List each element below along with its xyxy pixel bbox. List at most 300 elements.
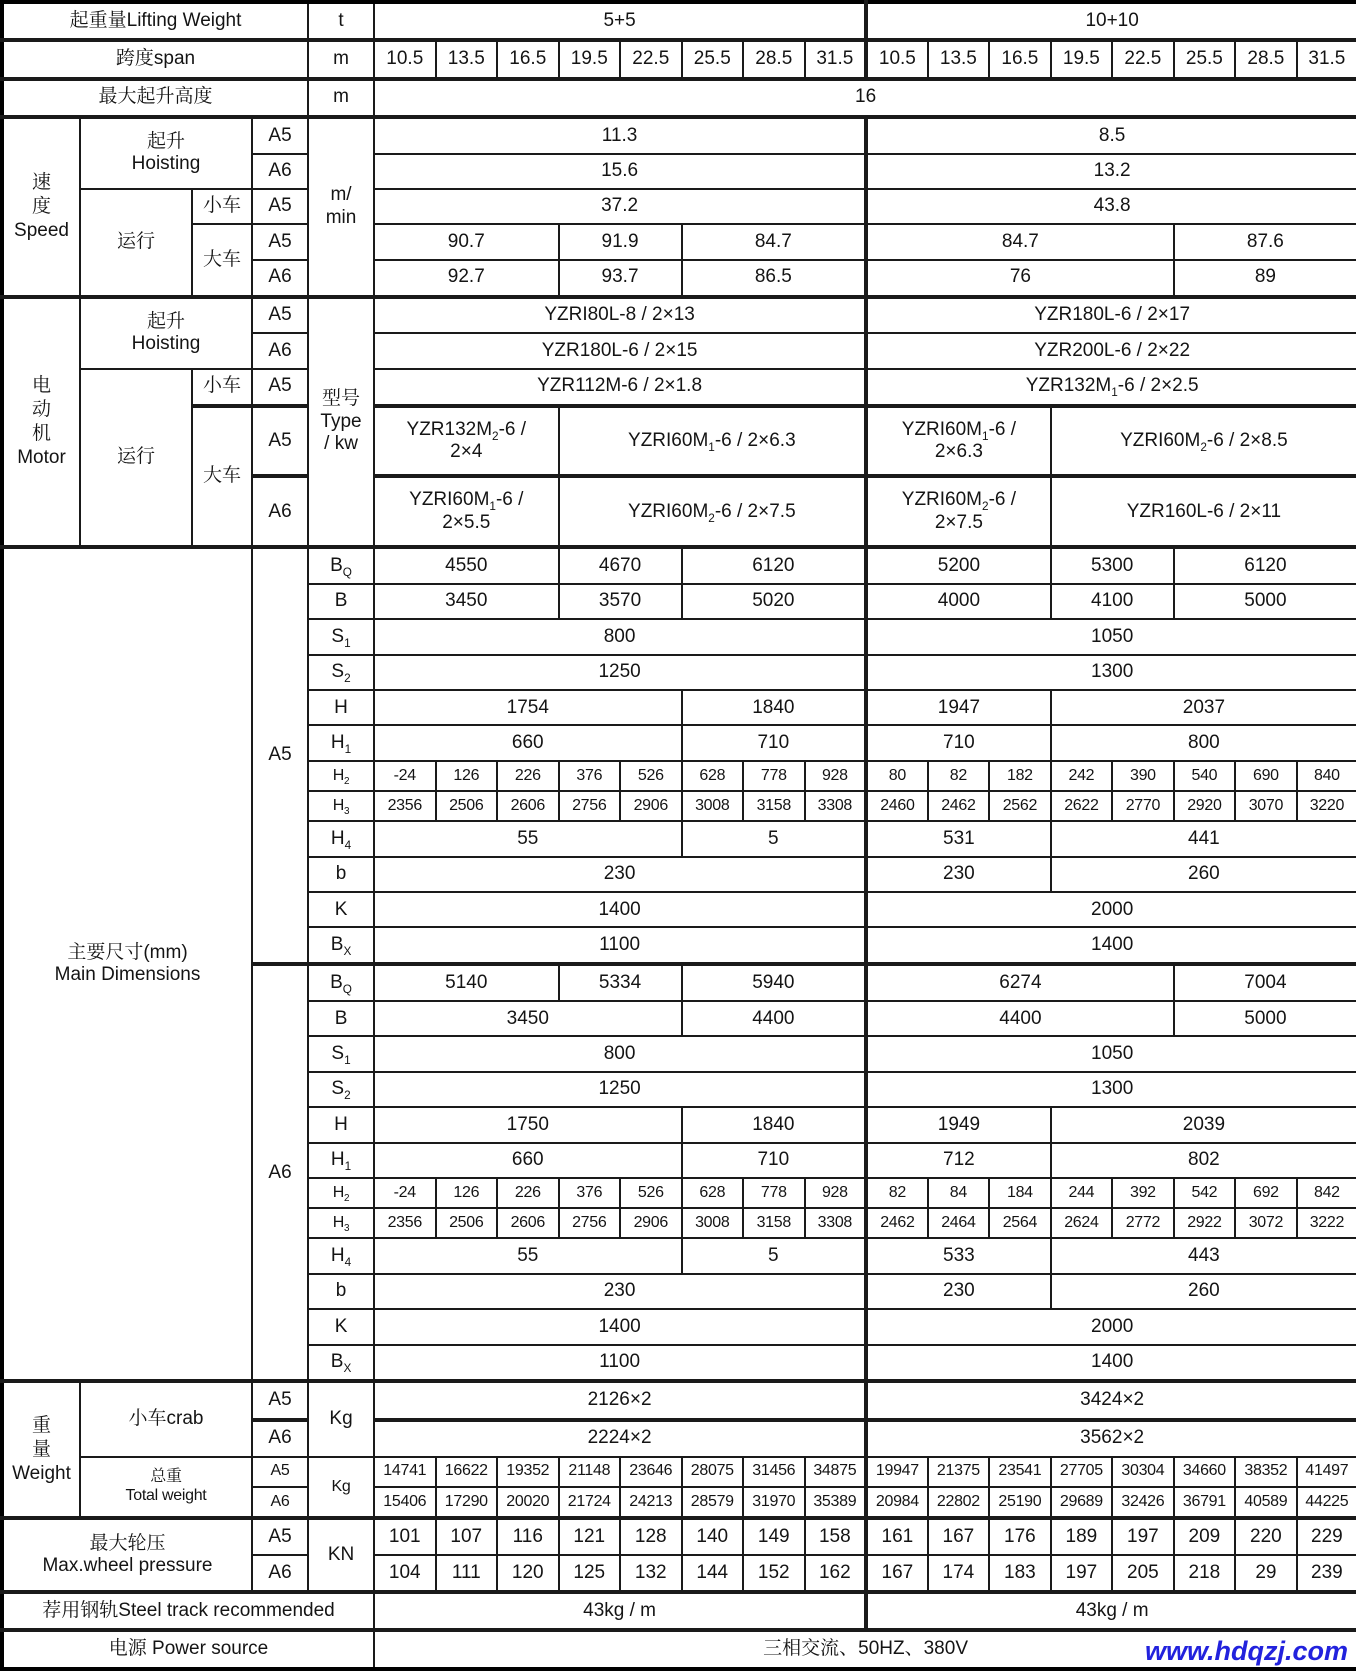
value-cell: 84 (928, 1178, 990, 1208)
dim-name: b (308, 1274, 374, 1309)
value-cell: 90.7 (374, 224, 559, 259)
motor-section-label: 电 动 机 Motor (2, 297, 80, 548)
value-cell: 1840 (682, 690, 867, 725)
value-cell: 19.5 (559, 40, 621, 78)
value-cell: 5 (682, 821, 867, 856)
value-cell: 22.5 (620, 40, 682, 78)
value-cell: 176 (989, 1518, 1051, 1555)
value-cell: 5300 (1051, 547, 1174, 584)
value-cell: 2506 (436, 1208, 498, 1238)
value-cell: 76 (866, 260, 1174, 297)
capacity-10-10: 10+10 (866, 2, 1356, 40)
value-cell: 205 (1112, 1555, 1174, 1592)
value-cell: 84.7 (682, 224, 867, 259)
value-cell: -24 (374, 761, 436, 791)
value-cell: 144 (682, 1555, 744, 1592)
value-cell: 1050 (866, 1036, 1356, 1071)
max-lifting-height-label: 最大起升高度 (2, 79, 308, 117)
value-cell: 13.5 (928, 40, 990, 78)
value-cell: 24213 (620, 1487, 682, 1519)
value-cell: 226 (497, 761, 559, 791)
trolley-label: 小车 (192, 369, 252, 406)
value-cell: 30304 (1112, 1457, 1174, 1487)
value-cell: 628 (682, 761, 744, 791)
value-cell: 13.5 (436, 40, 498, 78)
value-cell: 189 (1051, 1518, 1113, 1555)
value-cell: 89 (1174, 260, 1356, 297)
value-cell: YZR112M-6 / 2×1.8 (374, 369, 866, 406)
value-cell: 778 (743, 1178, 805, 1208)
value-cell: 19947 (866, 1457, 928, 1487)
value-cell: 928 (805, 1178, 867, 1208)
value-cell: 43kg / m (374, 1592, 866, 1630)
unit-cell: m/ min (308, 117, 374, 297)
value-cell: 526 (620, 1178, 682, 1208)
dim-name: K (308, 892, 374, 927)
value-cell: 660 (374, 725, 682, 760)
dim-name: $H_4$ (308, 1238, 374, 1273)
max-wheel-pressure-label: 最大轮压 Max.wheel pressure (2, 1518, 252, 1592)
value-cell: 3222 (1297, 1208, 1356, 1238)
value-cell: 3158 (743, 791, 805, 821)
value-cell: 2037 (1051, 690, 1356, 725)
total-weight-label: 总重 Total weight (80, 1457, 252, 1519)
value-cell: 2000 (866, 892, 1356, 927)
value-cell: 80 (866, 761, 928, 791)
value-cell: 778 (743, 761, 805, 791)
value-cell: 2922 (1174, 1208, 1236, 1238)
unit-cell: m (308, 79, 374, 117)
grade-cell: A6 (252, 260, 308, 297)
steel-track-label: 荐用钢轨Steel track recommended (2, 1592, 374, 1630)
value-cell: 107 (436, 1518, 498, 1555)
value-cell: 1400 (866, 927, 1356, 964)
value-cell: 31.5 (805, 40, 867, 78)
value-cell: 3220 (1297, 791, 1356, 821)
travelling-label: 运行 (80, 189, 192, 297)
value-cell: 2756 (559, 1208, 621, 1238)
value-cell: 3072 (1235, 1208, 1297, 1238)
value-cell: 8.5 (866, 117, 1356, 154)
dim-name: $H_1$ (308, 725, 374, 760)
value-cell: $YZR132M_2-6$ / 2×4 (374, 406, 559, 477)
grade-cell: A5 (252, 189, 308, 224)
dim-name: $S_1$ (308, 619, 374, 654)
value-cell: 1947 (866, 690, 1051, 725)
value-cell: 19352 (497, 1457, 559, 1487)
value-cell: 3424×2 (866, 1381, 1356, 1419)
value-cell: -24 (374, 1178, 436, 1208)
value-cell: 2564 (989, 1208, 1051, 1238)
value-cell: 37.2 (374, 189, 866, 224)
dim-name: $H_2$ (308, 761, 374, 791)
value-cell: 260 (1051, 1274, 1356, 1309)
value-cell: 6120 (1174, 547, 1356, 584)
value-cell: 2462 (928, 791, 990, 821)
value-cell: 21148 (559, 1457, 621, 1487)
value-cell: 3008 (682, 1208, 744, 1238)
value-cell: 11.3 (374, 117, 866, 154)
value-cell: 10.5 (866, 40, 928, 78)
value-cell: 23646 (620, 1457, 682, 1487)
unit-cell: t (308, 2, 374, 40)
grade-cell: A5 (252, 1518, 308, 1555)
value-cell: 22.5 (1112, 40, 1174, 78)
value-cell: 928 (805, 761, 867, 791)
value-cell: 16622 (436, 1457, 498, 1487)
value-cell: 800 (374, 619, 866, 654)
value-cell: 2606 (497, 791, 559, 821)
value-cell: 86.5 (682, 260, 867, 297)
value-cell: 5020 (682, 584, 867, 619)
value-cell: 209 (1174, 1518, 1236, 1555)
value-cell: 2562 (989, 791, 1051, 821)
grade-cell: A5 (252, 1381, 308, 1419)
grade-cell: A5 (252, 297, 308, 334)
value-cell: 1300 (866, 655, 1356, 690)
value-cell: 526 (620, 761, 682, 791)
value-cell: 710 (682, 725, 867, 760)
value-cell: 10.5 (374, 40, 436, 78)
grade-cell: A6 (252, 1420, 308, 1457)
value-cell: 162 (805, 1555, 867, 1592)
value-cell: 34660 (1174, 1457, 1236, 1487)
value-cell: 390 (1112, 761, 1174, 791)
value-cell: 690 (1235, 761, 1297, 791)
hoisting-label: 起升 Hoisting (80, 117, 252, 189)
value-cell: 104 (374, 1555, 436, 1592)
value-cell: 17290 (436, 1487, 498, 1519)
trolley-label: 小车 (192, 189, 252, 224)
value-cell: 167 (928, 1518, 990, 1555)
value-cell: 184 (989, 1178, 1051, 1208)
value-cell: 16 (374, 79, 1356, 117)
value-cell: 36791 (1174, 1487, 1236, 1519)
value-cell: 82 (928, 761, 990, 791)
weight-section-label: 重 量 Weight (2, 1381, 80, 1518)
value-cell: 533 (866, 1238, 1051, 1273)
value-cell: 2464 (928, 1208, 990, 1238)
value-cell: 1400 (374, 1309, 866, 1344)
value-cell: 23541 (989, 1457, 1051, 1487)
unit-cell: m (308, 40, 374, 78)
value-cell: 800 (374, 1036, 866, 1071)
value-cell: 82 (866, 1178, 928, 1208)
value-cell: 140 (682, 1518, 744, 1555)
value-cell: 2126×2 (374, 1381, 866, 1419)
value-cell: 1400 (866, 1345, 1356, 1382)
value-cell: 43kg / m (866, 1592, 1356, 1630)
value-cell: 84.7 (866, 224, 1174, 259)
crane-label: 大车 (192, 406, 252, 548)
value-cell: 35389 (805, 1487, 867, 1519)
value-cell: 28.5 (1235, 40, 1297, 78)
value-cell: 2039 (1051, 1107, 1356, 1142)
lifting-weight-label: 起重量Lifting Weight (2, 2, 308, 40)
value-cell: 3070 (1235, 791, 1297, 821)
value-cell: 4000 (866, 584, 1051, 619)
unit-cell: Kg (308, 1457, 374, 1519)
value-cell: 16.5 (497, 40, 559, 78)
value-cell: 2356 (374, 791, 436, 821)
value-cell: 21724 (559, 1487, 621, 1519)
value-cell: 116 (497, 1518, 559, 1555)
value-cell: YZR160L-6 / 2×11 (1051, 476, 1356, 547)
value-cell: 7004 (1174, 964, 1356, 1001)
value-cell: 2224×2 (374, 1420, 866, 1457)
value-cell: 2906 (620, 791, 682, 821)
value-cell: 540 (1174, 761, 1236, 791)
value-cell: 5334 (559, 964, 682, 1001)
value-cell: 93.7 (559, 260, 682, 297)
value-cell: 660 (374, 1143, 682, 1178)
dim-name: B (308, 584, 374, 619)
value-cell: 29689 (1051, 1487, 1113, 1519)
value-cell: 2772 (1112, 1208, 1174, 1238)
value-cell: 31456 (743, 1457, 805, 1487)
value-cell: 55 (374, 821, 682, 856)
dim-name: H (308, 1107, 374, 1142)
dim-name: $S_2$ (308, 655, 374, 690)
value-cell: 800 (1051, 725, 1356, 760)
value-cell: 125 (559, 1555, 621, 1592)
value-cell: 443 (1051, 1238, 1356, 1273)
speed-section-label: 速 度 Speed (2, 117, 80, 297)
value-cell: 27705 (1051, 1457, 1113, 1487)
grade-cell: A5 (252, 406, 308, 477)
grade-cell: A6 (252, 1555, 308, 1592)
value-cell: 126 (436, 761, 498, 791)
value-cell: 5940 (682, 964, 867, 1001)
crane-label: 大车 (192, 224, 252, 296)
value-cell: 1250 (374, 655, 866, 690)
value-cell: 376 (559, 1178, 621, 1208)
span-label: 跨度span (2, 40, 308, 78)
value-cell: 31.5 (1297, 40, 1356, 78)
value-cell: $YZR132M_1-6 / 2\times 2.5$ (866, 369, 1356, 406)
value-cell: 244 (1051, 1178, 1113, 1208)
value-cell: 28.5 (743, 40, 805, 78)
value-cell: 183 (989, 1555, 1051, 1592)
crab-label: 小车crab (80, 1381, 252, 1456)
unit-cell: Kg (308, 1381, 374, 1456)
value-cell: 182 (989, 761, 1051, 791)
grade-cell: A6 (252, 333, 308, 368)
grade-cell: A6 (252, 964, 308, 1381)
dim-name: $H_1$ (308, 1143, 374, 1178)
dim-name: H (308, 690, 374, 725)
value-cell: 197 (1112, 1518, 1174, 1555)
value-cell: 2506 (436, 791, 498, 821)
value-cell: 6274 (866, 964, 1174, 1001)
value-cell: 38352 (1235, 1457, 1297, 1487)
value-cell: 1840 (682, 1107, 867, 1142)
value-cell: 121 (559, 1518, 621, 1555)
value-cell: 802 (1051, 1143, 1356, 1178)
value-cell: 167 (866, 1555, 928, 1592)
value-cell: 1750 (374, 1107, 682, 1142)
value-cell: 29 (1235, 1555, 1297, 1592)
hoisting-label: 起升 Hoisting (80, 297, 252, 369)
value-cell: 44225 (1297, 1487, 1356, 1519)
value-cell: 1050 (866, 619, 1356, 654)
value-cell: 6120 (682, 547, 867, 584)
value-cell: 220 (1235, 1518, 1297, 1555)
value-cell: 2920 (1174, 791, 1236, 821)
value-cell: 3308 (805, 1208, 867, 1238)
value-cell: 41497 (1297, 1457, 1356, 1487)
value-cell: YZR180L-6 / 2×15 (374, 333, 866, 368)
value-cell: 3562×2 (866, 1420, 1356, 1457)
value-cell: 531 (866, 821, 1051, 856)
value-cell: 21375 (928, 1457, 990, 1487)
value-cell: 2000 (866, 1309, 1356, 1344)
grade-cell: A6 (252, 476, 308, 547)
value-cell: 13.2 (866, 154, 1356, 189)
value-cell: 120 (497, 1555, 559, 1592)
value-cell: 40589 (1235, 1487, 1297, 1519)
value-cell: 3450 (374, 584, 559, 619)
dim-name: K (308, 1309, 374, 1344)
value-cell: 542 (1174, 1178, 1236, 1208)
grade-cell: A5 (252, 224, 308, 259)
dim-name: $H_3$ (308, 791, 374, 821)
value-cell: 152 (743, 1555, 805, 1592)
value-cell: 392 (1112, 1178, 1174, 1208)
value-cell: 226 (497, 1178, 559, 1208)
value-cell: YZRI80L-8 / 2×13 (374, 297, 866, 334)
value-cell: 3158 (743, 1208, 805, 1238)
value-cell: $YZRI60M_1-6$ / 2×6.3 (866, 406, 1051, 477)
value-cell: 20020 (497, 1487, 559, 1519)
grade-cell: A5 (252, 1457, 308, 1487)
value-cell: 87.6 (1174, 224, 1356, 259)
value-cell: 712 (866, 1143, 1051, 1178)
value-cell: 111 (436, 1555, 498, 1592)
value-cell: 25.5 (1174, 40, 1236, 78)
value-cell: 218 (1174, 1555, 1236, 1592)
value-cell: 3450 (374, 1001, 682, 1036)
spec-table-body (2, 2, 1356, 1669)
value-cell: 230 (374, 857, 866, 892)
value-cell: 1300 (866, 1072, 1356, 1107)
value-cell: $YZRI60M_2-6 / 2\times 7.5$ (559, 476, 867, 547)
value-cell: 28075 (682, 1457, 744, 1487)
value-cell: 2606 (497, 1208, 559, 1238)
value-cell: 2356 (374, 1208, 436, 1238)
value-cell: 126 (436, 1178, 498, 1208)
value-cell: 376 (559, 761, 621, 791)
value-cell: 242 (1051, 761, 1113, 791)
value-cell: 1100 (374, 1345, 866, 1382)
dim-name: $B_Q$ (308, 964, 374, 1001)
power-source-label: 电源 Power source (2, 1630, 374, 1669)
value-cell: 2462 (866, 1208, 928, 1238)
value-cell: 14741 (374, 1457, 436, 1487)
value-cell: 128 (620, 1518, 682, 1555)
value-cell: 197 (1051, 1555, 1113, 1592)
unit-cell: 型号 Type / kw (308, 297, 374, 548)
value-cell: 25190 (989, 1487, 1051, 1519)
value-cell: 132 (620, 1555, 682, 1592)
grade-cell: A5 (252, 547, 308, 964)
dim-name: $H_4$ (308, 821, 374, 856)
dim-name: $H_3$ (308, 1208, 374, 1238)
grade-cell: A6 (252, 1487, 308, 1519)
value-cell: 101 (374, 1518, 436, 1555)
value-cell: 692 (1235, 1178, 1297, 1208)
value-cell: 25.5 (682, 40, 744, 78)
value-cell: 2622 (1051, 791, 1113, 821)
value-cell: 842 (1297, 1178, 1356, 1208)
value-cell: 4670 (559, 547, 682, 584)
value-cell: 4400 (682, 1001, 867, 1036)
value-cell: 710 (682, 1143, 867, 1178)
unit-cell: KN (308, 1518, 374, 1592)
value-cell: 1949 (866, 1107, 1051, 1142)
value-cell: 1754 (374, 690, 682, 725)
value-cell: 4100 (1051, 584, 1174, 619)
value-cell: 2906 (620, 1208, 682, 1238)
travelling-label: 运行 (80, 369, 192, 547)
value-cell: 92.7 (374, 260, 559, 297)
value-cell: 2460 (866, 791, 928, 821)
grade-cell: A6 (252, 154, 308, 189)
value-cell: 161 (866, 1518, 928, 1555)
value-cell: $YZRI60M_1-6 / 2\times 6.3$ (559, 406, 867, 477)
value-cell: YZR180L-6 / 2×17 (866, 297, 1356, 334)
value-cell: 230 (866, 1274, 1051, 1309)
value-cell: 260 (1051, 857, 1356, 892)
value-cell: 32426 (1112, 1487, 1174, 1519)
value-cell: 5200 (866, 547, 1051, 584)
value-cell: 3308 (805, 791, 867, 821)
value-cell: 1250 (374, 1072, 866, 1107)
value-cell: 3008 (682, 791, 744, 821)
grade-cell: A5 (252, 117, 308, 154)
value-cell: 91.9 (559, 224, 682, 259)
value-cell: 3570 (559, 584, 682, 619)
value-cell: 441 (1051, 821, 1356, 856)
value-cell: 230 (374, 1274, 866, 1309)
value-cell: 1100 (374, 927, 866, 964)
capacity-5-5: 5+5 (374, 2, 866, 40)
value-cell: 15.6 (374, 154, 866, 189)
value-cell: 55 (374, 1238, 682, 1273)
value-cell: 2624 (1051, 1208, 1113, 1238)
value-cell: 5000 (1174, 1001, 1356, 1036)
value-cell: YZR200L-6 / 2×22 (866, 333, 1356, 368)
value-cell: 20984 (866, 1487, 928, 1519)
dim-name: $S_1$ (308, 1036, 374, 1071)
dim-name: $B_X$ (308, 1345, 374, 1382)
main-dimensions-label: 主要尺寸(mm) Main Dimensions (2, 547, 252, 1381)
value-cell: 2770 (1112, 791, 1174, 821)
value-cell: 5000 (1174, 584, 1356, 619)
value-cell: 31970 (743, 1487, 805, 1519)
value-cell: $YZRI60M_2-6$ / 2×7.5 (866, 476, 1051, 547)
value-cell: 4400 (866, 1001, 1174, 1036)
dim-name: $B_Q$ (308, 547, 374, 584)
value-cell: 4550 (374, 547, 559, 584)
value-cell: 229 (1297, 1518, 1356, 1555)
value-cell: $YZRI60M_2-6 / 2\times 8.5$ (1051, 406, 1356, 477)
dim-name: $S_2$ (308, 1072, 374, 1107)
value-cell: 5140 (374, 964, 559, 1001)
value-cell: 239 (1297, 1555, 1356, 1592)
dim-name: B (308, 1001, 374, 1036)
value-cell: $YZRI60M_1-6$ / 2×5.5 (374, 476, 559, 547)
